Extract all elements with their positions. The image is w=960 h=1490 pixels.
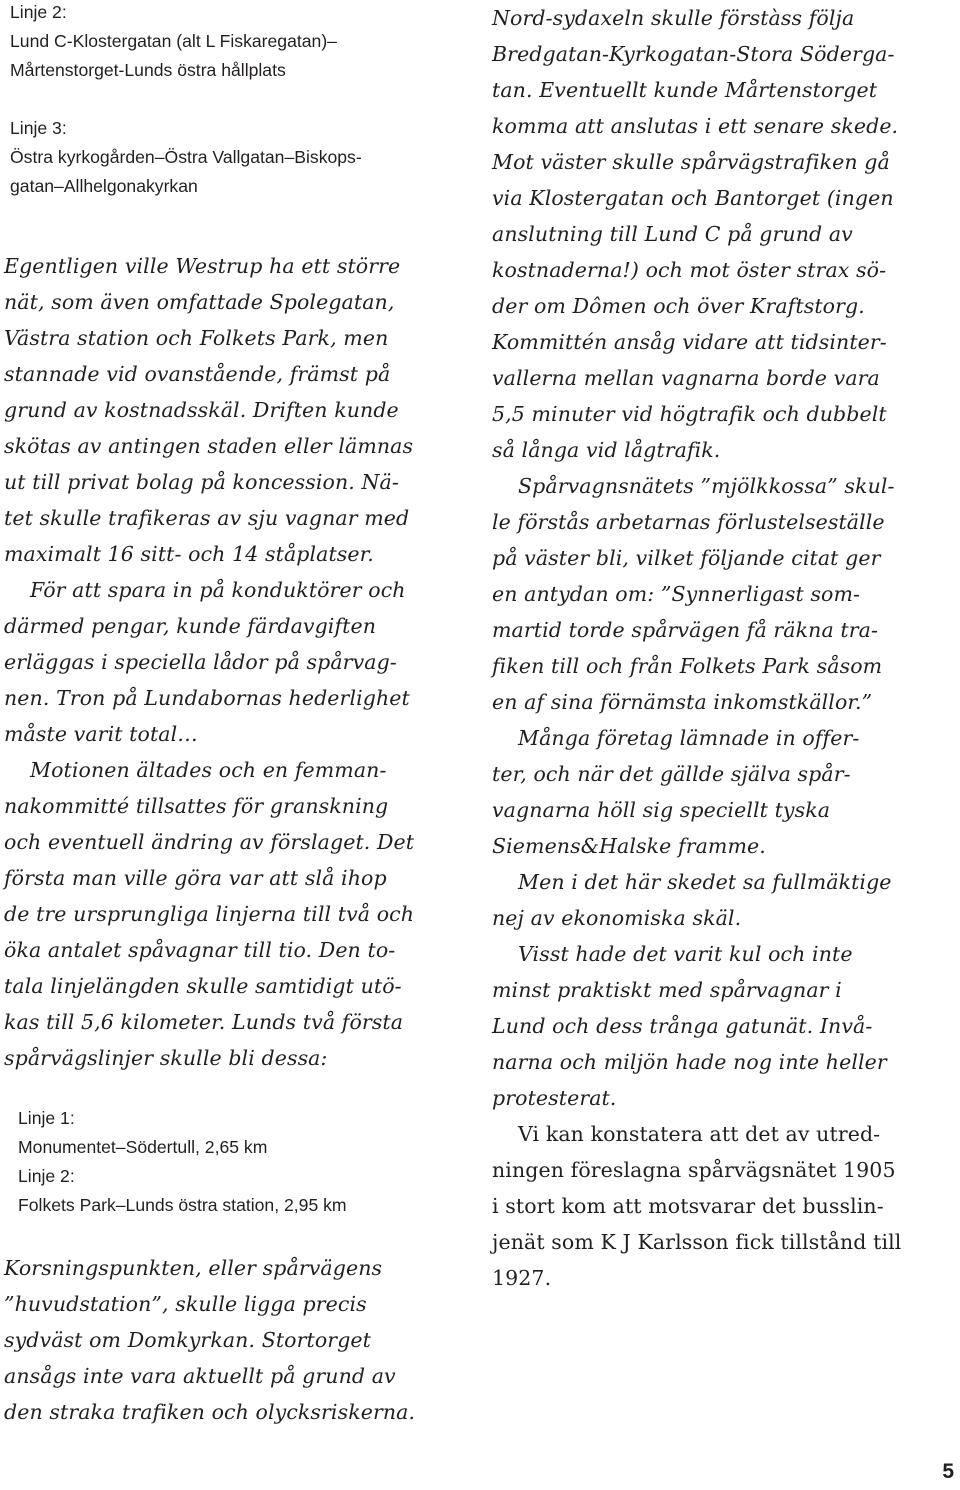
text-line: Bredgatan-Kyrkogatan-Stora Södergа- (492, 42, 895, 66)
route-list-top (0, 0, 470, 201)
text-line: Mot väster skulle spårvägstrafiken gå (492, 150, 890, 174)
text-line: Spårvagnsnätets ”mjölkkossa” skul- (518, 474, 895, 498)
text-line: skötas av antingen staden eller lämnas (4, 434, 414, 458)
route-line: Mårtenstorget-Lunds östra hållplats (10, 60, 286, 80)
text-line: ter, och när det gällde själva spår- (492, 762, 851, 786)
route-line: Östra kyrkogården–Östra Vallgatan–Biskops- (10, 147, 362, 167)
route-line: Monumentet–Södertull, 2,65 km (18, 1137, 268, 1157)
text-line: protesterat. (492, 1086, 617, 1110)
route-line: Linje 1: (18, 1108, 75, 1128)
text-line: Många företag lämnade in offer- (518, 726, 860, 750)
text-line: maximalt 16 sitt- och 14 ståplatser. (4, 542, 374, 566)
route-line (0, 85, 470, 114)
text-line: vallerna mellan vagnarna borde vara (492, 366, 880, 390)
text-line: tala linjelängden skulle samtidigt utö- (4, 974, 402, 998)
text-line: första man ville göra var att slå ihop (4, 866, 387, 890)
text-line: så långa vid lågtrafik. (492, 438, 721, 462)
text-line: nakommitté tillsattes för granskning (4, 794, 389, 818)
route-line: Folkets Park–Lunds östra station, 2,95 km (18, 1195, 347, 1215)
paragraph-fullmaktige (492, 864, 958, 936)
text-line: kas till 5,6 kilometer. Lunds två första (4, 1010, 404, 1034)
text-line: fiken till och från Folkets Park såsom (492, 654, 883, 678)
text-line: nen. Tron på Lundabornas hederlighet (4, 686, 410, 710)
paragraph-axel (492, 0, 958, 468)
paragraph-konstatera (492, 1116, 958, 1296)
right-column (492, 0, 958, 1296)
text-line: le förstås arbetarnas förlustelseställe (492, 510, 885, 534)
route-line: Linje 2: (10, 2, 67, 22)
text-line: Siemens&Halske framme. (492, 834, 766, 858)
page-number: 5 (942, 1460, 954, 1483)
text-line: Egentligen ville Westrup ha ett större (4, 254, 401, 278)
text-line: der om Dômen och över Kraftstorg. (492, 294, 865, 318)
text-line: grund av kostnadsskäl. Driften kunde (4, 398, 399, 422)
text-line: ansågs inte vara aktuellt på grund av (4, 1364, 396, 1388)
text-line: jenät som K J Karlsson fick tillstånd till (492, 1230, 902, 1254)
text-line: nät, som även omfattade Spolegatan, (4, 290, 395, 314)
text-line: 5,5 minuter vid högtrafik och dubbelt (492, 402, 887, 426)
text-line: Vi kan konstatera att det av utred- (518, 1122, 881, 1146)
text-line: de tre ursprungliga linjerna till två och (4, 902, 415, 926)
paragraph-korsningspunkten (4, 1250, 470, 1430)
text-line: sydväst om Domkyrkan. Stortorget (4, 1328, 371, 1352)
text-line: Visst hade det varit kul och inte (518, 942, 853, 966)
route-line: Linje 2: (18, 1166, 75, 1186)
text-line: måste varit total… (4, 722, 198, 746)
text-line: 1927. (492, 1266, 552, 1290)
paragraph-foretag (492, 720, 958, 864)
text-line: tan. Eventuellt kunde Mårtenstorget (492, 78, 878, 102)
text-line: därmed pengar, kunde färdavgiften (4, 614, 377, 638)
text-line: Korsningspunkten, eller spårvägens (4, 1256, 383, 1280)
text-line: Kommittén ansåg vidare att tidsinter- (492, 330, 887, 354)
text-line: ut till privat bolag på koncession. Nä- (4, 470, 399, 494)
text-line: Lund och dess trånga gatunät. Invå- (492, 1014, 873, 1038)
text-line: kostnaderna!) och mot öster strax sö- (492, 258, 887, 282)
text-line: minst praktiskt med spårvagnar i (492, 978, 842, 1002)
text-line: nej av ekonomiska skäl. (492, 906, 742, 930)
text-line: via Klostergatan och Bantorget (ingen (492, 186, 894, 210)
paragraph-mjolkkossa (492, 468, 958, 720)
text-line: ningen föreslagna spårvägsnätet 1905 (492, 1158, 896, 1182)
text-line: och eventuell ändring av förslaget. Det (4, 830, 415, 854)
text-line: vagnarna höll sig speciellt tyska (492, 798, 831, 822)
route-line: Linje 3: (10, 118, 67, 138)
route-line: Lund C-Klostergatan (alt L Fiskaregatan)– (10, 31, 337, 51)
text-line: martid torde spårvägen få räkna tra- (492, 618, 878, 642)
left-column (4, 0, 470, 1430)
text-line: Västra station och Folkets Park, men (4, 326, 389, 350)
text-line: en antydan om: ”Synnerligast som- (492, 582, 861, 606)
text-line: erläggas i speciella lådor på spårvag- (4, 650, 397, 674)
text-line: ”huvudstation”, skulle ligga precis (4, 1292, 367, 1316)
text-line: stannade vid ovanstående, främst på (4, 362, 391, 386)
text-line: narna och miljön hade nog inte heller (492, 1050, 887, 1074)
text-line: i stort kom att motsvarar det busslin- (492, 1194, 884, 1218)
paragraph-westrup (4, 248, 470, 1076)
text-line: den straka trafiken och olycksriskerna. (4, 1400, 416, 1424)
text-line: För att spara in på konduktörer och (30, 578, 406, 602)
text-line: en af sina förnämsta inkomstkällor.” (492, 690, 873, 714)
text-line: Nord-sydaxeln skulle förstàss följa (492, 6, 855, 30)
text-line: tet skulle trafikeras av sju vagnar med (4, 506, 410, 530)
text-line: Motionen ältades och en femman- (30, 758, 387, 782)
route-list-bottom (4, 1104, 470, 1220)
route-line: gatan–Allhelgonakyrkan (10, 176, 198, 196)
text-line: spårvägslinjer skulle bli dessa: (4, 1046, 328, 1070)
text-line: öka antalet spåvagnar till tio. Den to- (4, 938, 396, 962)
text-line: på väster bli, vilket följande citat ger (492, 546, 881, 570)
paragraph-visst (492, 936, 958, 1116)
text-line: komma att anslutas i ett senare skede. (492, 114, 899, 138)
text-line: Men i det här skedet sa fullmäktige (518, 870, 892, 894)
text-line: anslutning till Lund C på grund av (492, 222, 853, 246)
